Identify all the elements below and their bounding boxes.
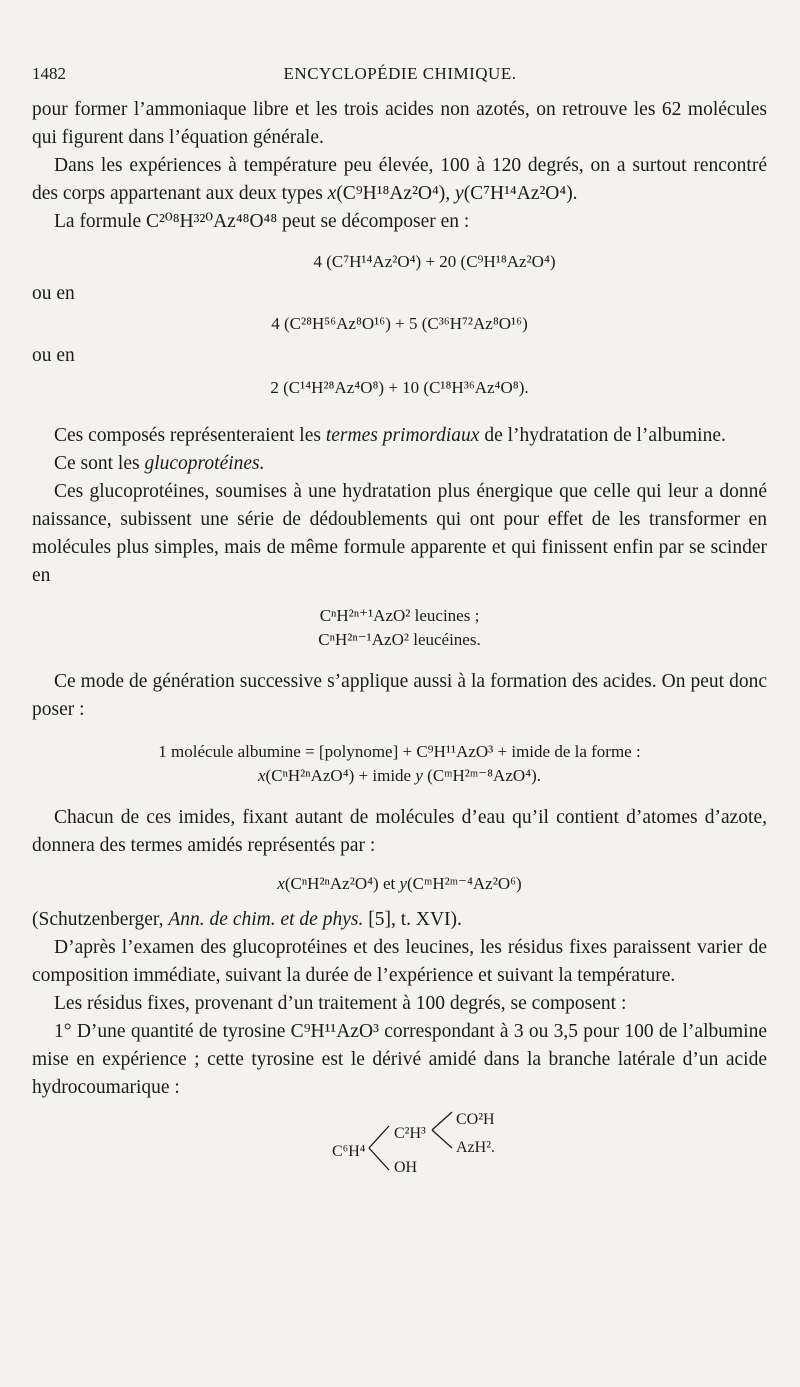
paragraph-5 (32, 450, 767, 478)
eq7-text-end: (CᵐH²ᵐ⁻⁸AzO⁴). (422, 766, 541, 785)
branch-lines (367, 1118, 391, 1178)
paragraph-3: La formule C²⁰⁸H³²⁰Az⁴⁸O⁴⁸ peut se décomposer en : (54, 211, 470, 232)
equation-7 (32, 764, 767, 788)
p4-italic: termes primordiaux (325, 425, 480, 446)
eq7-text: (CⁿH²ⁿAzO⁴) + imide (265, 766, 416, 785)
paragraph-4 (32, 422, 767, 450)
equation-3: 2 (C¹⁴H²⁸Az⁴O⁸) + 10 (C¹⁸H³⁶Az⁴O⁸). (270, 378, 529, 397)
p2-text: Dans les expériences à température peu élevée, 100 à 120 degrés, on a surtout rencontré des corps appartenant aux deux types (32, 155, 767, 204)
p4-text-end: de l’hydratation de l’albumine. (479, 425, 726, 446)
formula-core: C⁶H⁴ (332, 1143, 366, 1160)
paragraph-9 (32, 906, 767, 934)
var-x: x (277, 874, 285, 893)
equation-6: 1 molécule albumine = [polynome] + C⁹H¹¹AzO³ + imide de la forme : (158, 742, 641, 761)
var-y: y (455, 183, 464, 204)
p5-text: Ce sont les (54, 453, 145, 474)
formula-sub-2: AzH². (456, 1139, 496, 1156)
var-x: x (257, 766, 266, 785)
formula-sub-1: CO²H (456, 1111, 495, 1128)
p9-text: (Schutzenberger, (32, 909, 169, 930)
paragraph-12: 1° D’une quantité de tyrosine C⁹H¹¹AzO³ correspondant à 3 ou 3,5 pour 100 de l’albumine mise en expérience ; cette tyrosine est le dérivé amidé dans la branche latérale d’un acide hydrocoumarique : (32, 1021, 767, 1098)
equation-2: 4 (C²⁸H⁵⁶Az⁸O¹⁶) + 5 (C³⁶H⁷²Az⁸O¹⁶) (271, 314, 528, 333)
sub-branch-lines (430, 1110, 454, 1152)
paragraph-8: Chacun de ces imides, fixant autant de molécules d’eau qu’il contient d’atomes d’azote, donnera des termes amidés représentés par : (32, 807, 767, 856)
var-y: y (415, 766, 423, 785)
var-y: y (399, 874, 408, 893)
formula-branch-2: OH (394, 1159, 418, 1176)
paragraph-7: Ce mode de génération successive s’applique aussi à la formation des acides. On peut donc poser : (32, 671, 767, 720)
paragraph-6: Ces glucoprotéines, soumises à une hydratation plus énergique que celle qui leur a donné naissance, subissent une série de dédoublements qui ont pour effet de les transformer en molécules plus simples, mais de même formule apparente et qui finissent enfin par se scinder en (32, 481, 767, 586)
formula-branch-1: C²H³ (394, 1125, 426, 1142)
equation-1: 4 (C⁷H¹⁴Az²O⁴) + 20 (C⁹H¹⁸Az²O⁴) (313, 252, 556, 271)
p4-text: Ces composés représenteraient les (54, 425, 326, 446)
tyrosine-structural-formula (32, 1110, 767, 1180)
var-x: x (327, 183, 337, 204)
eq8-text-end: (CᵐH²ᵐ⁻⁴Az²O⁶) (407, 874, 522, 893)
running-title: ENCYCLOPÉDIE CHIMIQUE. (283, 64, 517, 83)
p5-italic: glucoprotéines. (144, 453, 265, 474)
equation-8 (32, 872, 767, 896)
page-header (32, 64, 768, 88)
equation-4: CⁿH²ⁿ⁺¹AzO² leucines ; (319, 606, 480, 625)
paragraph-2 (32, 152, 767, 208)
p9-text-end: [5], t. XVI). (363, 909, 462, 930)
formula-x: (C⁹H¹⁸Az²O⁴), (336, 183, 456, 204)
page-body (32, 96, 767, 1180)
ou-en-1: ou en (32, 283, 75, 304)
paragraph-1: pour former l’ammoniaque libre et les trois acides non azotés, on retrouve les 62 molécules qui figurent dans l’équation générale. (32, 99, 767, 148)
equation-5: CⁿH²ⁿ⁻¹AzO² leucéines. (318, 630, 481, 649)
ou-en-2: ou en (32, 345, 75, 366)
paragraph-10: D’après l’examen des glucoprotéines et des leucines, les résidus fixes paraissent varier de composition immédiate, suivant la durée de l’expérience et suivant la température. (32, 937, 767, 986)
paragraph-11: Les résidus fixes, provenant d’un traitement à 100 degrés, se composent : (54, 993, 627, 1014)
eq8-text: (CⁿH²ⁿAz²O⁴) et (284, 874, 400, 893)
page-number: 1482 (32, 64, 66, 83)
p9-italic: Ann. de chim. et de phys. (168, 909, 364, 930)
formula-y: (C⁷H¹⁴Az²O⁴). (463, 183, 578, 204)
